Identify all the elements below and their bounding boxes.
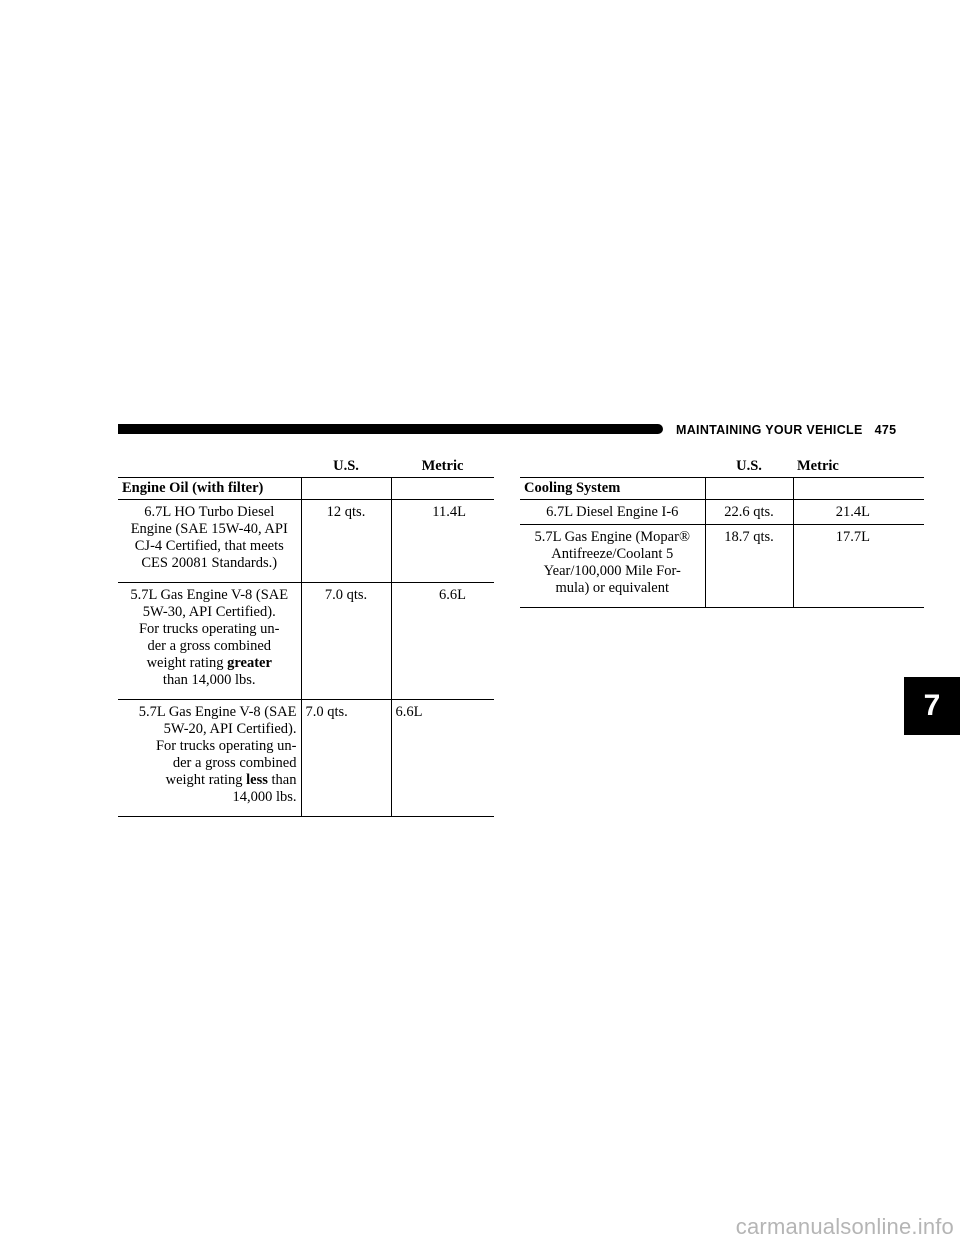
column-header-metric: Metric xyxy=(391,456,494,478)
row-description: 5.7L Gas Engine V-8 (SAE 5W-20, API Certified). For trucks operating un- der a gross combined weight rating less than 14,000 lbs. xyxy=(118,700,301,817)
watermark-text: carmanualsonline.info xyxy=(735,1214,954,1239)
section-label-engine-oil: Engine Oil (with filter) xyxy=(118,478,301,500)
row-metric-value: 6.6L xyxy=(391,583,494,700)
column-header-blank xyxy=(118,456,301,478)
row-us-value: 7.0 qts. xyxy=(301,700,391,817)
section-title: MAINTAINING YOUR VEHICLE xyxy=(676,423,863,437)
table-header-row xyxy=(118,456,494,478)
row-metric-value: 11.4L xyxy=(391,500,494,583)
column-header-us: U.S. xyxy=(301,456,391,478)
engine-oil-capacity-table xyxy=(118,456,494,817)
table-row xyxy=(520,500,924,525)
running-header xyxy=(676,421,896,439)
section-row xyxy=(118,478,494,500)
table-row xyxy=(520,525,924,608)
page-number: 475 xyxy=(874,423,897,437)
column-header-us: U.S. xyxy=(705,456,793,478)
row-description: 6.7L HO Turbo Diesel Engine (SAE 15W-40, API CJ-4 Certified, that meets CES 20081 Standards.) xyxy=(118,500,301,583)
row-us-value: 7.0 qts. xyxy=(301,583,391,700)
row-us-value: 22.6 qts. xyxy=(705,500,793,525)
table-row xyxy=(118,700,494,817)
table-row xyxy=(118,500,494,583)
empty-cell xyxy=(391,478,494,500)
column-header-blank xyxy=(520,456,705,478)
cooling-system-capacity-table xyxy=(520,456,924,608)
row-us-value: 18.7 qts. xyxy=(705,525,793,608)
section-label-cooling-system: Cooling System xyxy=(520,478,705,500)
row-us-value: 12 qts. xyxy=(301,500,391,583)
row-description: 5.7L Gas Engine (Mopar® Antifreeze/Coolant 5 Year/100,000 Mile For- mula) or equivalent xyxy=(520,525,705,608)
table-header-row xyxy=(520,456,924,478)
empty-cell xyxy=(705,478,793,500)
empty-cell xyxy=(301,478,391,500)
row-description: 5.7L Gas Engine V-8 (SAE 5W-30, API Certified). For trucks operating un- der a gross combined weight rating greater than 14,000 lbs. xyxy=(118,583,301,700)
table-row xyxy=(118,583,494,700)
row-metric-value: 21.4L xyxy=(793,500,924,525)
row-metric-value: 17.7L xyxy=(793,525,924,608)
column-header-metric: Metric xyxy=(793,456,924,478)
row-description: 6.7L Diesel Engine I-6 xyxy=(520,500,705,525)
empty-cell xyxy=(793,478,924,500)
header-rule-bar xyxy=(118,424,663,434)
row-metric-value: 6.6L xyxy=(391,700,494,817)
section-row xyxy=(520,478,924,500)
chapter-tab: 7 xyxy=(904,677,960,735)
